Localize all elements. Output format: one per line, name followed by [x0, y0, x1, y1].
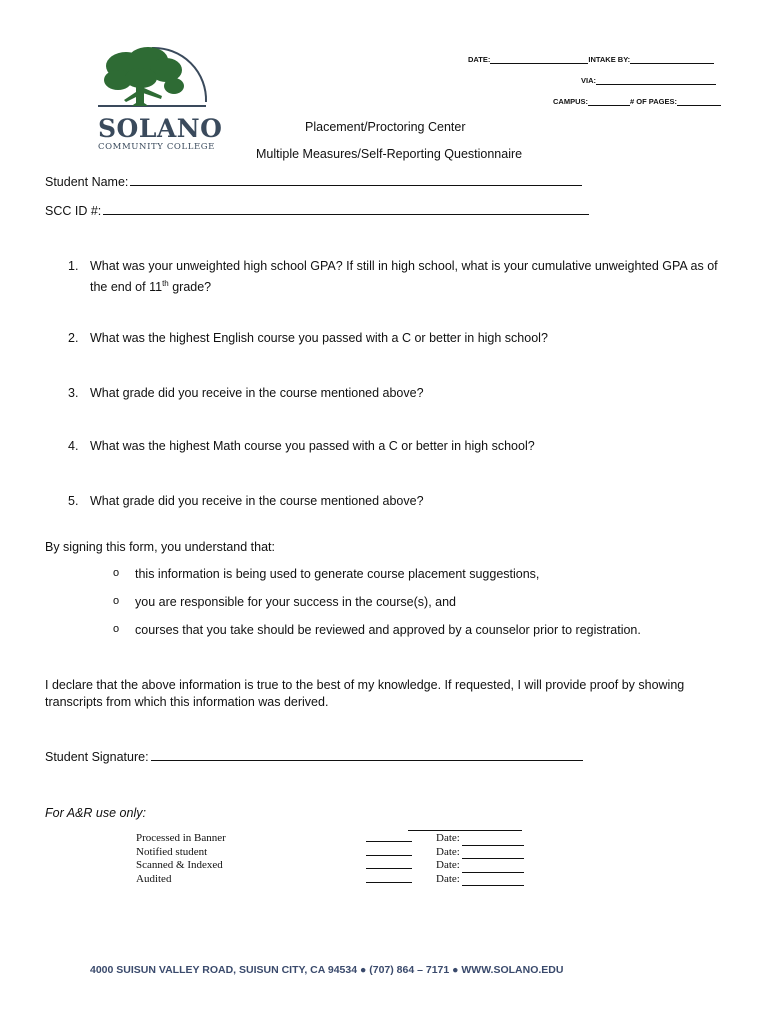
page-title: Placement/Proctoring Center [305, 120, 466, 134]
ar-row: Audited Date: [136, 873, 524, 887]
ar-initial-line[interactable] [366, 846, 412, 856]
intake-by-line[interactable] [630, 55, 714, 64]
question-number: 2. [68, 331, 79, 345]
via-line[interactable] [596, 76, 716, 85]
ar-top-rule [408, 830, 522, 831]
question-number: 5. [68, 494, 79, 508]
signature-field [45, 750, 583, 764]
ar-initial-line[interactable] [366, 859, 412, 869]
bullet-icon: o [113, 595, 120, 607]
ar-row: Scanned & Indexed Date: [136, 859, 524, 873]
ar-table [136, 832, 524, 886]
scc-id-label: SCC ID #: [45, 204, 102, 218]
understanding-intro: By signing this form, you understand that: [45, 540, 275, 554]
scc-id-field [45, 204, 589, 218]
campus-line[interactable] [588, 97, 630, 106]
understanding-item: o you are responsible for your success in the course(s), and [113, 595, 456, 609]
question-number: 1. [68, 259, 79, 273]
bullet-icon: o [113, 623, 120, 635]
question-5 [68, 493, 424, 510]
question-text: What was your unweighted high school GPA? If still in high school, what is your cumulative unweighted GPA as of the end of 11th grade? [90, 259, 718, 295]
campus-label: CAMPUS: [553, 97, 588, 106]
student-name-field [45, 175, 582, 189]
page-subtitle: Multiple Measures/Self-Reporting Questionnaire [256, 147, 523, 161]
question-number: 3. [68, 386, 79, 400]
via-label: VIA: [581, 76, 596, 85]
question-number: 4. [68, 439, 79, 453]
ar-row: Processed in Banner Date: [136, 832, 524, 846]
college-name: SOLANO [98, 114, 223, 143]
declaration-text: I declare that the above information is true to the best of my knowledge. If requested, I will provide proof by showing transcripts from which this information was derived. [45, 678, 685, 709]
ar-date-line[interactable] [462, 863, 524, 873]
scc-id-line[interactable] [103, 213, 589, 215]
date-label: DATE: [468, 55, 491, 64]
date-line[interactable] [490, 55, 588, 64]
student-name-line[interactable] [130, 184, 582, 186]
question-text: What grade did you receive in the course mentioned above? [90, 494, 424, 508]
ar-initial-line[interactable] [366, 873, 412, 883]
pages-label: # OF PAGES: [630, 97, 677, 106]
footer-address: 4000 SUISUN VALLEY ROAD, SUISUN CITY, CA 94534 ● (707) 864 – 7171 ● WWW.SOLANO.EDU [90, 964, 564, 976]
ar-row: Notified student Date: [136, 846, 524, 860]
question-text: What was the highest Math course you passed with a C or better in high school? [90, 439, 535, 453]
question-4 [68, 438, 535, 455]
signature-line[interactable] [151, 759, 583, 761]
college-subtitle: COMMUNITY COLLEGE [98, 142, 215, 152]
student-name-label: Student Name: [45, 175, 129, 189]
question-2 [68, 330, 548, 347]
question-3 [68, 385, 424, 402]
ar-date-line[interactable] [462, 836, 524, 846]
campus-meta [553, 97, 721, 106]
signature-label: Student Signature: [45, 750, 149, 764]
ar-heading: For A&R use only: [45, 806, 146, 820]
understanding-item: o courses that you take should be reviewed and approved by a counselor prior to registration. [113, 623, 641, 637]
question-text: What was the highest English course you passed with a C or better in high school? [90, 331, 548, 345]
bullet-icon: o [113, 567, 120, 579]
ar-date-line[interactable] [462, 876, 524, 886]
understanding-item: o this information is being used to generate course placement suggestions, [113, 567, 540, 581]
question-1 [68, 258, 728, 296]
question-text: What grade did you receive in the course mentioned above? [90, 386, 424, 400]
pages-line[interactable] [677, 97, 721, 106]
via-meta [581, 76, 716, 85]
tree-logo-icon [96, 44, 212, 114]
ar-initial-line[interactable] [366, 832, 412, 842]
ar-date-line[interactable] [462, 849, 524, 859]
intake-by-label: INTAKE BY: [588, 55, 631, 64]
intake-meta [468, 55, 714, 64]
college-logo [96, 44, 223, 156]
